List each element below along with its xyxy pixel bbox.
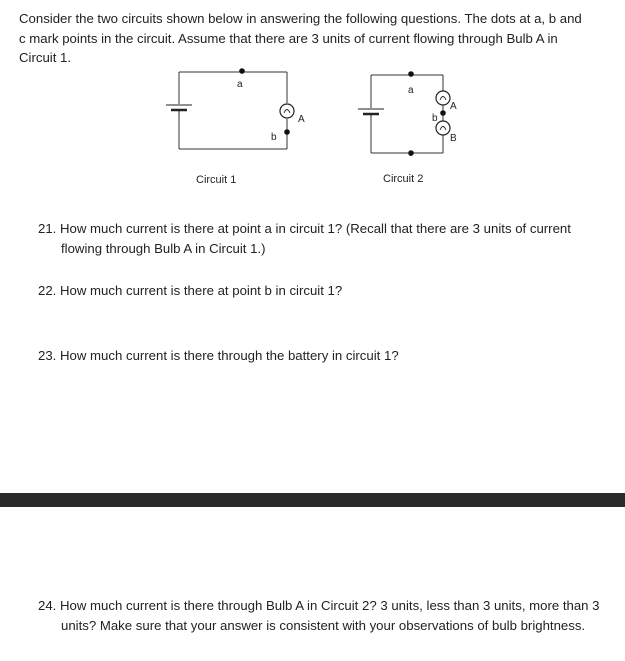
battery-icon [166,105,192,114]
circuit-2-caption: Circuit 2 [383,173,424,185]
circuit-diagrams [0,55,625,195]
question-number: 24. [38,598,57,613]
question-text: How much current is there through Bulb A in Circuit 2? 3 units, less than 3 units, more than 3 units? Make sure that your answer is consistent with your observations of bulb brightness. [60,598,600,633]
question-text: How much current is there at point a in circuit 1? (Recall that there are 3 units of current flowing through Bulb A in Circuit 1.) [60,221,571,256]
point-b-dot [440,110,446,116]
page-divider [0,493,625,507]
question-21 [38,219,601,258]
circuit-1 [166,68,305,186]
point-a-dot [239,68,245,74]
question-text: How much current is there at point b in circuit 1? [60,283,343,298]
label-c: c [408,148,413,159]
question-text: How much current is there through the battery in circuit 1? [60,348,399,363]
bulb-a-icon [436,91,450,105]
label-bulb-b: B [450,133,457,144]
label-bulb-a: A [450,101,457,112]
point-b-dot [284,129,290,135]
bulb-b-icon [436,121,450,135]
question-23 [38,346,601,366]
label-b: b [271,132,277,143]
question-number: 22. [38,283,57,298]
bulb-icon [280,104,294,118]
circuit-2 [358,71,457,185]
question-number: 21. [38,221,57,236]
circuit-1-caption: Circuit 1 [196,174,237,186]
question-number: 23. [38,348,57,363]
question-22 [38,281,601,301]
label-a: a [408,85,414,96]
point-a-dot [408,71,414,77]
label-bulb-a: A [298,114,305,125]
label-b: b [432,113,438,124]
label-a: a [237,79,243,90]
battery-icon [358,109,384,118]
question-24 [38,596,601,635]
intro-text: Consider the two circuits shown below in answering the following questions. The dots at a, b and c mark points in the circuit. Assume that there are 3 units of current flowing through Bulb A in Circuit 1. [19,11,582,65]
